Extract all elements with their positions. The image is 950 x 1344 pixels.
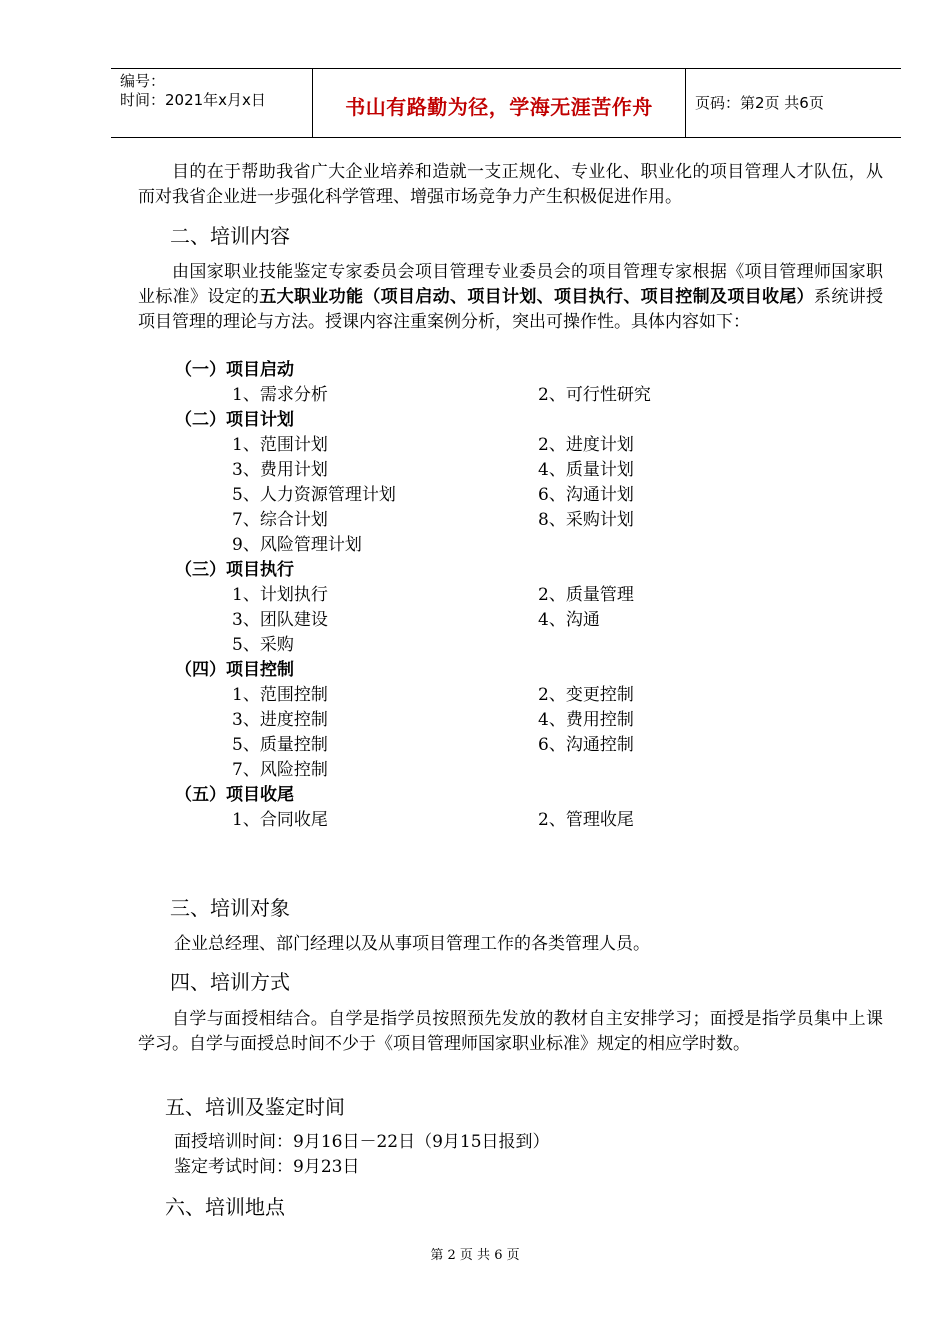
list-item: 1、计划执行 (232, 585, 328, 605)
list-item: 4、费用控制 (538, 710, 634, 730)
paragraph-bold-text: 五大职业功能（项目启动、项目计划、项目执行、项目控制及项目收尾） (259, 287, 815, 307)
header-motto: 书山有路勤为径，学海无涯苦作舟 (345, 95, 653, 119)
list-item: 2、进度计划 (538, 435, 634, 455)
header-meta-cell (111, 69, 311, 137)
list-item: 8、采购计划 (538, 510, 634, 530)
section-schedule-title: 五、培训及鉴定时间 (165, 1095, 345, 1119)
list-item: 6、沟通计划 (538, 485, 634, 505)
list-item: 4、质量计划 (538, 460, 634, 480)
list-item: 1、合同收尾 (232, 810, 328, 830)
list-item: 1、需求分析 (232, 385, 328, 405)
list-item: 6、沟通控制 (538, 735, 634, 755)
list-item: 7、风险控制 (232, 760, 328, 780)
schedule-training-time: 面授培训时间：9月16日－22日（9月15日报到） (174, 1132, 550, 1152)
list-item: 3、进度控制 (232, 710, 328, 730)
list-item: 7、综合计划 (232, 510, 328, 530)
list-item: 1、范围控制 (232, 685, 328, 705)
section-training-content-paragraph (138, 260, 883, 335)
header-table (111, 68, 901, 138)
list-item: 4、沟通 (538, 610, 600, 630)
header-motto-cell (312, 69, 686, 137)
list-item: 2、变更控制 (538, 685, 634, 705)
section-location-title: 六、培训地点 (165, 1195, 285, 1219)
intro-paragraph: 目的在于帮助我省广大企业培养和造就一支正规化、专业化、职业化的项目管理人才队伍，从而对我省企业进一步强化科学管理、增强市场竞争力产生积极促进作用。 (138, 162, 883, 207)
group-title-control: （四）项目控制 (175, 660, 294, 680)
list-item: 5、质量控制 (232, 735, 328, 755)
list-item: 2、可行性研究 (538, 385, 651, 405)
list-item: 5、人力资源管理计划 (232, 485, 396, 505)
section-training-content-title: 二、培训内容 (170, 224, 290, 248)
list-item: 2、管理收尾 (538, 810, 634, 830)
header-page-cell (685, 69, 901, 137)
group-title-planning: （二）项目计划 (175, 410, 294, 430)
list-item: 9、风险管理计划 (232, 535, 362, 555)
schedule-exam-time: 鉴定考试时间：9月23日 (174, 1157, 360, 1177)
list-item: 3、团队建设 (232, 610, 328, 630)
list-item: 2、质量管理 (538, 585, 634, 605)
section-audience-title: 三、培训对象 (170, 896, 290, 920)
header-page-label: 页码：第2页 共6页 (695, 94, 824, 112)
group-title-initiation: （一）项目启动 (175, 360, 294, 380)
paragraph-text: 由国家职业技能鉴定专家委员会项目管理专业委员会的项目管理专家根据《项目管理师国家职业标准》设定的 (138, 262, 883, 307)
document-time-label: 时间：2021年x月x日 (120, 91, 266, 109)
list-item: 3、费用计划 (232, 460, 328, 480)
list-item: 5、采购 (232, 635, 294, 655)
page-footer: 第 2 页 共 6 页 (430, 1248, 520, 1263)
group-title-closing: （五）项目收尾 (175, 785, 294, 805)
paragraph-text: 系统讲授项目管理的理论与方法。授课内容注重案例分析，突出可操作性。具体内容如下： (138, 287, 884, 332)
group-title-execution: （三）项目执行 (175, 560, 294, 580)
section-method-title: 四、培训方式 (170, 970, 290, 994)
section-method-paragraph: 自学与面授相结合。自学是指学员按照预先发放的教材自主安排学习；面授是指学员集中上课学习。自学与面授总时间不少于《项目管理师国家职业标准》规定的相应学时数。 (138, 1009, 883, 1054)
list-item: 1、范围计划 (232, 435, 328, 455)
document-number-label: 编号： (120, 72, 166, 90)
section-audience-text: 企业总经理、部门经理以及从事项目管理工作的各类管理人员。 (174, 934, 650, 954)
